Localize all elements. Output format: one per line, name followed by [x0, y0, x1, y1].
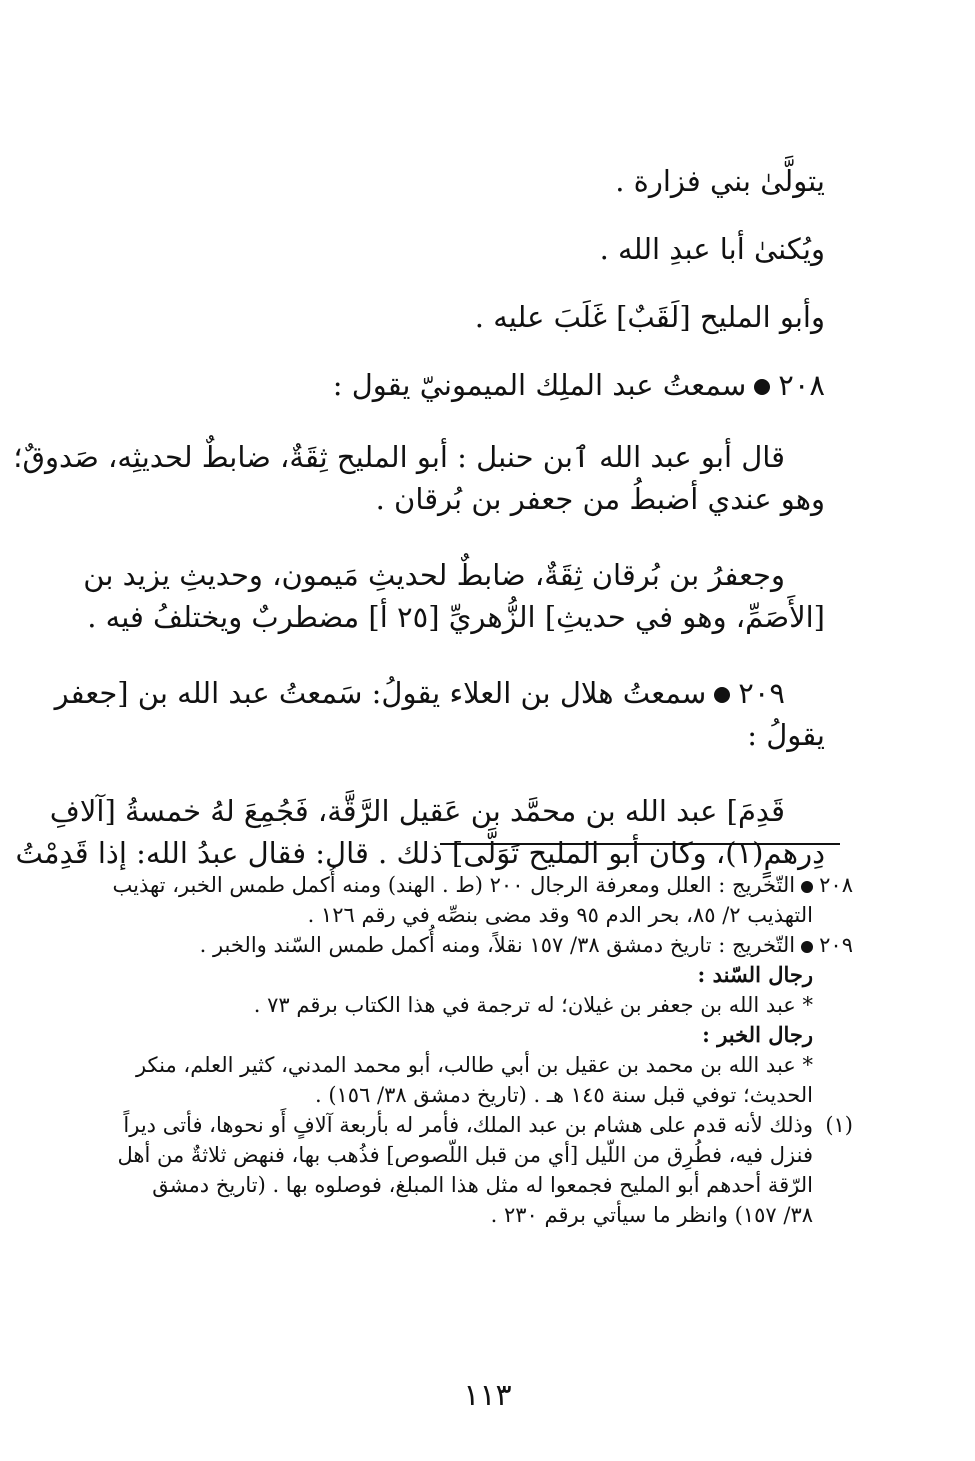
footnote-1-line	[123, 1110, 853, 1140]
text-line: قَدِمَ] عبد الله بن محمَّد بن عَقيل الرَّقَّة، فَجُمِعَ لهُ خمسةُ [آلافِ	[49, 794, 785, 828]
text-line: يتولَّىٰ بني فزارة .	[615, 164, 825, 198]
note-line: الرّقة أحدهم أبو المليح فجمعوا له مثل هذا المبلغ، فوصلوه بها . (تاريخ دمشق	[152, 1173, 813, 1197]
entry-text: سمعتُ هلال بن العلاء يقولُ: سَمعتُ عبد الله بن [جعفر	[54, 676, 707, 710]
note-line: التهذيب ٢/ ٨٥، بحر الدم ٩٥ وقد مضى بنصِّه في رقم ١٢٦ .	[307, 903, 813, 927]
page-number: ١١٣	[463, 1378, 512, 1413]
text-line: وأبو المليح [لَقَبٌ] غَلَبَ عليه .	[474, 300, 825, 334]
entry-text: سمعتُ عبد الملِك الميمونيّ يقول :	[332, 368, 747, 402]
note-line: فنزل فيه، فطُرِق من اللّيل [أي من قبل اللّصوص] فذُهب بها، فنهض ثلاثةٌ من أهل	[117, 1143, 813, 1167]
note-number: ٢٠٨	[819, 873, 853, 897]
bullet-icon	[754, 379, 770, 395]
note-line: * عبد الله بن جعفر بن غيلان؛ له ترجمة في هذا الكتاب برقم ٧٣ .	[253, 993, 813, 1017]
text-line: يقولُ :	[747, 718, 825, 752]
text-line: قال أبو عبد الله ٱبن حنبل : أبو المليح ثِقَةٌ، ضابطٌ لحديثِه، صَدوقٌ؛	[13, 440, 785, 474]
text-line: ويُكنىٰ أبا عبدِ الله .	[599, 232, 825, 266]
text-line: وهو عندي أضبطُ من جعفر بن بُرقان .	[375, 482, 825, 516]
note-text: التّخريج : العلل ومعرفة الرجال ٢٠٠ (ط . الهند) ومنه أُكمل طمس الخبر، تهذيب	[112, 873, 796, 897]
note-text: وذلك لأنه قدم على هشام بن عبد الملك، فأمر له بأربعة آلافٍ أَو نحوها، فأتى ديراً	[123, 1113, 813, 1137]
main-text	[13, 160, 825, 874]
footnote-separator	[440, 843, 840, 845]
bullet-icon	[801, 881, 813, 893]
bullet-icon	[714, 687, 730, 703]
entry-number: ٢٠٨	[778, 368, 825, 402]
text-line: وجعفرُ بن بُرقان ثِقَةٌ، ضابطٌ لحديثِ مَيمون، وحديثِ يزيد بن	[83, 558, 785, 592]
text-line: [الأَصَمِّ، وهو في حديثِ] الزُّهريِّ [٢٥ أ] مضطربٌ ويختلفُ فيه .	[87, 600, 825, 634]
entry-209-heading	[54, 672, 825, 714]
note-208-line	[112, 870, 853, 900]
bullet-icon	[801, 941, 813, 953]
rijal-khabar-heading: رجال الخبر :	[702, 1022, 813, 1047]
entry-208-heading	[165, 364, 825, 406]
note-text: التّخريج : تاريخ دمشق ٣٨/ ١٥٧ نقلاً، ومنه أُكمل طمس السّند والخبر .	[199, 933, 796, 957]
note-line: الحديث؛ توفي قبل سنة ١٤٥ هـ . (تاريخ دمشق ٣٨/ ١٥٦) .	[314, 1083, 813, 1107]
text-line: دِرهمٍ(١)، وكان أبو المليح تَوَلَّى] ذلك . قال: فقال عبدُ الله: إذا قَدِمْتُ	[15, 836, 825, 870]
footnote-marker: (١)	[825, 1113, 853, 1137]
note-209-line	[160, 930, 853, 960]
rijal-sanad-heading: رجال السّند :	[697, 962, 813, 987]
note-line: * عبد الله بن محمد بن عقيل بن أبي طالب، أبو محمد المدني، كثير العلم، منكر	[135, 1053, 813, 1077]
note-number: ٢٠٩	[819, 933, 853, 957]
note-line: ٣٨/ ١٥٧) وانظر ما سيأتي برقم ٢٣٠ .	[490, 1203, 813, 1227]
entry-number: ٢٠٩	[738, 676, 785, 710]
footnotes	[112, 870, 853, 1230]
